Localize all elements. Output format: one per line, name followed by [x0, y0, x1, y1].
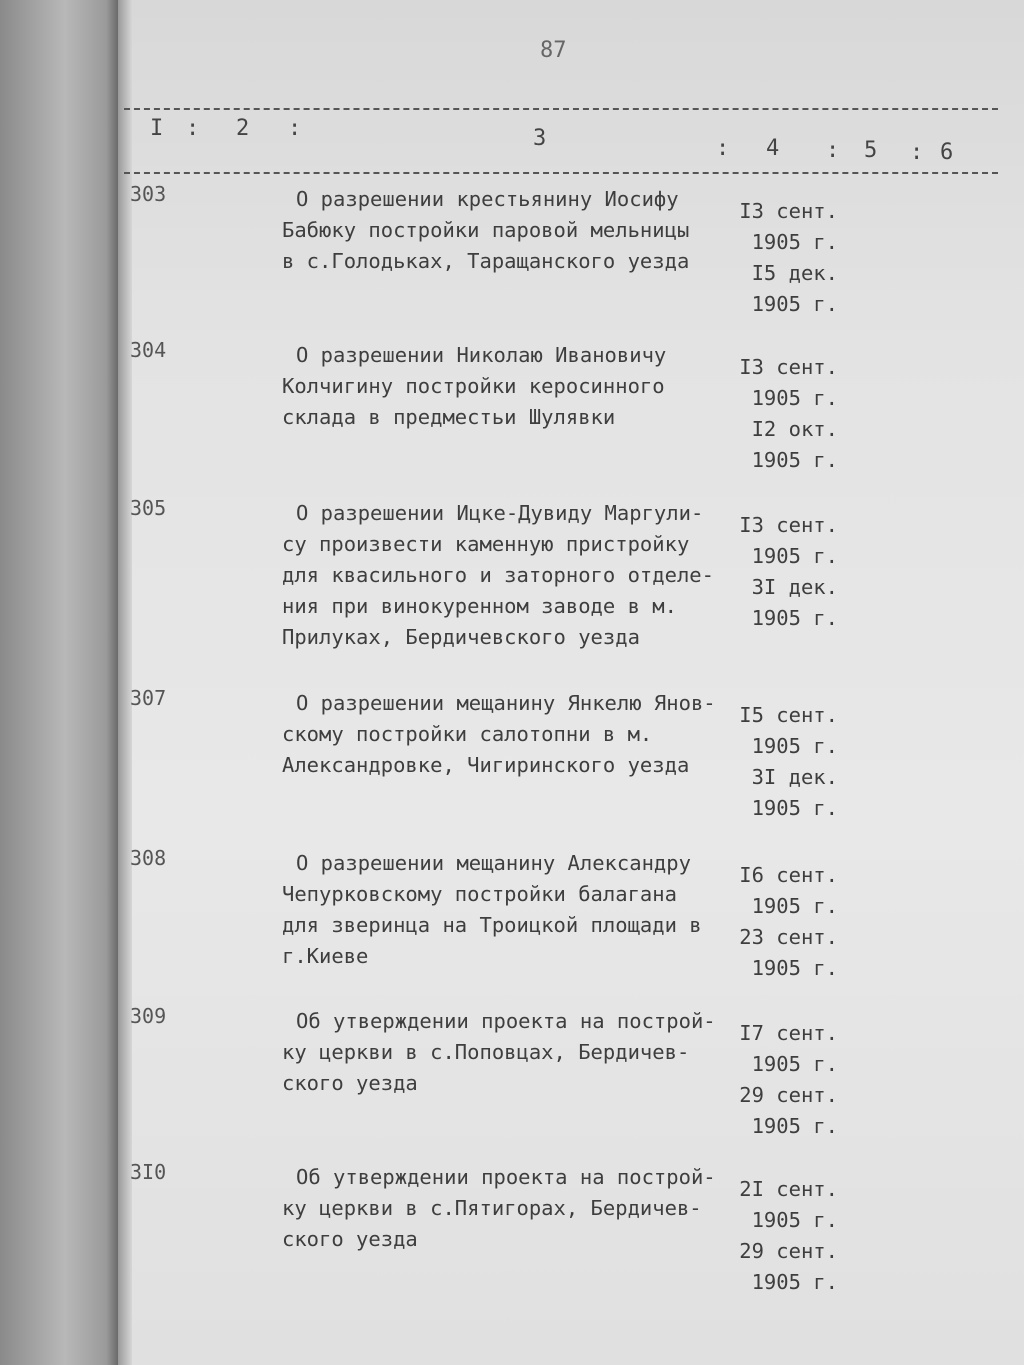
date-year: 1905 г. — [751, 734, 838, 758]
entry-dates — [728, 196, 838, 320]
date-year: 1905 г. — [751, 1052, 838, 1076]
description-line: ку церкви в с.Пятигорах, Бердичев- — [282, 1196, 702, 1220]
description-line: О разрешении мещанину Александру — [296, 851, 691, 875]
date-day-month: I3 сент. — [739, 199, 838, 223]
entry-description — [282, 1006, 722, 1099]
description-line: для зверинца на Троицкой площади в — [282, 913, 702, 937]
description-line: О разрешении Ицке-Дувиду Маргули- — [296, 501, 704, 525]
entry-number: 303 — [130, 182, 167, 206]
date-year: 1905 г. — [751, 1208, 838, 1232]
date-day-month: 2I сент. — [739, 1177, 838, 1201]
header-separator: : — [826, 138, 840, 163]
description-line: ского уезда — [282, 1227, 418, 1251]
header-separator: : — [716, 136, 730, 161]
entry-description — [282, 848, 722, 972]
header-col-6: 6 — [940, 140, 954, 165]
description-line: для квасильного и заторного отделе- — [282, 563, 714, 587]
adjacent-page-edge — [0, 0, 118, 1365]
entry-description — [282, 688, 722, 781]
date-year: 1905 г. — [751, 1270, 838, 1294]
date-year: 1905 г. — [751, 448, 838, 472]
date-day-month: I3 сент. — [739, 355, 838, 379]
date-year: 1905 г. — [751, 386, 838, 410]
description-line: Об утверждении проекта на построй- — [296, 1165, 716, 1189]
date-day-month: I5 сент. — [739, 703, 838, 727]
date-year: 1905 г. — [751, 1114, 838, 1138]
description-line: ку церкви в с.Поповцах, Бердичев- — [282, 1040, 690, 1064]
description-line: Об утверждении проекта на построй- — [296, 1009, 716, 1033]
header-separator: : — [910, 140, 924, 165]
description-line: Колчигину постройки керосинного — [282, 374, 665, 398]
entry-description — [282, 340, 722, 433]
date-day-month: I7 сент. — [739, 1021, 838, 1045]
description-line: О разрешении крестьянину Иосифу — [296, 187, 679, 211]
date-day-month: I3 сент. — [739, 513, 838, 537]
header-top-rule — [124, 108, 998, 110]
description-line: склада в предместьи Шулявки — [282, 405, 616, 429]
date-day-month: 3I дек. — [751, 575, 838, 599]
header-col-3: 3 — [533, 126, 547, 151]
entry-number: 308 — [130, 846, 167, 870]
description-line: О разрешении Николаю Ивановичу — [296, 343, 667, 367]
header-separator: : — [186, 116, 200, 141]
entry-number: 305 — [130, 496, 167, 520]
entry-description — [282, 498, 722, 653]
date-day-month: I2 окт. — [751, 417, 838, 441]
date-day-month: 29 сент. — [739, 1083, 838, 1107]
entry-number: 304 — [130, 338, 167, 362]
header-bottom-rule — [124, 172, 998, 174]
entry-dates — [728, 860, 838, 984]
entry-description — [282, 184, 722, 277]
entry-dates — [728, 700, 838, 824]
description-line: скому постройки салотопни в м. — [282, 722, 653, 746]
description-line: г.Киеве — [282, 944, 369, 968]
entry-number: 307 — [130, 686, 167, 710]
description-line: су произвести каменную пристройку — [282, 532, 690, 556]
description-line: Бабюку постройки паровой мельницы — [282, 218, 690, 242]
entry-number: 309 — [130, 1004, 167, 1028]
entry-dates — [728, 352, 838, 476]
date-year: 1905 г. — [751, 894, 838, 918]
entry-dates — [728, 1018, 838, 1142]
description-line: О разрешении мещанину Янкелю Янов- — [296, 691, 716, 715]
date-day-month: 23 сент. — [739, 925, 838, 949]
date-year: 1905 г. — [751, 796, 838, 820]
description-line: ского уезда — [282, 1071, 418, 1095]
header-col-4: 4 — [766, 136, 780, 161]
header-separator: : — [288, 116, 302, 141]
header-col-5: 5 — [864, 138, 878, 163]
description-line: ния при винокуренном заводе в м. — [282, 594, 677, 618]
entry-description — [282, 1162, 722, 1255]
date-year: 1905 г. — [751, 606, 838, 630]
date-day-month: I5 дек. — [751, 261, 838, 285]
date-day-month: 29 сент. — [739, 1239, 838, 1263]
entry-dates — [728, 510, 838, 634]
date-year: 1905 г. — [751, 956, 838, 980]
page-number: 87 — [540, 38, 567, 63]
entry-number: 3I0 — [130, 1160, 167, 1184]
description-line: Чепурковскому постройки балагана — [282, 882, 677, 906]
description-line: Прилуках, Бердичевского уезда — [282, 625, 640, 649]
date-year: 1905 г. — [751, 544, 838, 568]
header-col-2: 2 — [236, 116, 250, 141]
date-day-month: 3I дек. — [751, 765, 838, 789]
date-day-month: I6 сент. — [739, 863, 838, 887]
date-year: 1905 г. — [751, 292, 838, 316]
description-line: Александровке, Чигиринского уезда — [282, 753, 690, 777]
header-col-1: I — [150, 116, 164, 141]
description-line: в с.Голодьках, Таращанского уезда — [282, 249, 690, 273]
entry-dates — [728, 1174, 838, 1298]
date-year: 1905 г. — [751, 230, 838, 254]
